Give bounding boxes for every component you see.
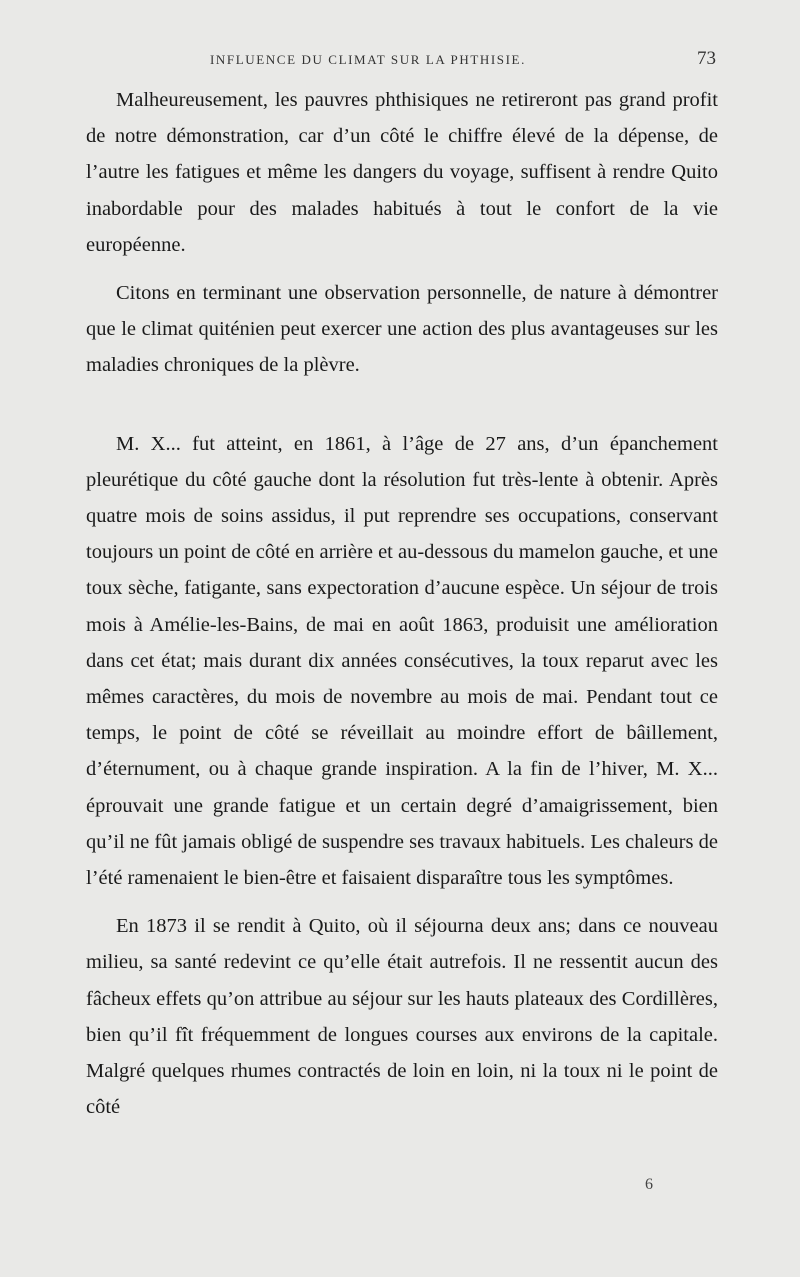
paragraph-quito-stay: En 1873 il se rendit à Quito, où il séjourna deux ans; dans ce nouveau milieu, sa santé redevint ce qu’elle était autrefois. Il ne ressentit aucun des fâcheux effets qu’on attribue au séjour sur les hauts plateaux des Cordillères, bien qu’il fît fréquemment de longues courses aux environs de la capitale. Malgré quelques rhumes contractés de loin en loin, ni la toux ni le point de côté: [86, 915, 718, 1119]
paragraph-observation-intro: Citons en terminant une observation personnelle, de nature à démontrer que le climat quiténien peut exercer une action des plus avantageuses sur les maladies chroniques de la plèvre.: [86, 282, 718, 377]
page-number: 73: [697, 48, 716, 69]
page-header: [82, 46, 716, 76]
signature-mark: 6: [645, 1176, 653, 1193]
body-text: [86, 82, 718, 1125]
running-title: INFLUENCE DU CLIMAT SUR LA PHTHISIE.: [210, 52, 526, 67]
paragraph-case-history: M. X... fut atteint, en 1861, à l’âge de 27 ans, d’un épanchement pleurétique du côté gauche dont la résolution fut très-lente à obtenir. Après quatre mois de soins assidus, il put reprendre ses occupations, conservant toujours un point de côté en arrière et au-dessous du mamelon gauche, et une toux sèche, fatigante, sans expectoration d’aucune espèce. Un séjour de trois mois à Amélie-les-Bains, de mai en août 1863, produisit une amélioration dans cet état; mais durant dix années consécutives, la toux reparut avec les mêmes caractères, du mois de novembre au mois de mai. Pendant tout ce temps, le point de côté se réveillait au moindre effort de bâillement, d’éternument, ou à chaque grande inspiration. A la fin de l’hiver, M. X... éprouvait une grande fatigue et un certain degré d’amaigrissement, bien qu’il ne fût jamais obligé de suspendre ses travaux habituels. Les chaleurs de l’été ramenaient le bien-être et faisaient disparaître tous les symptômes.: [86, 432, 718, 890]
paragraph-conclusion: Malheureusement, les pauvres phthisiques ne retireront pas grand profit de notre démonstration, car d’un côté le chiffre élevé de la dépense, de l’autre les fatigues et même les dangers du voyage, suffisent à rendre Quito inabordable pour des malades habitués à tout le confort de la vie européenne.: [86, 89, 718, 256]
